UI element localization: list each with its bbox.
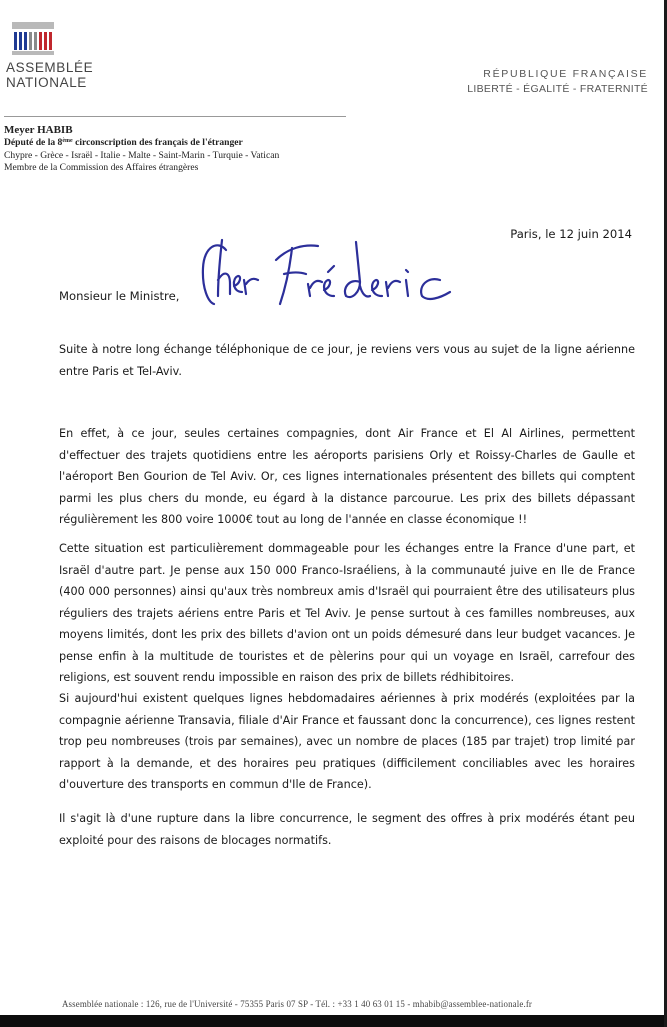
deputy-membership: Membre de la Commission des Affaires étrangères bbox=[4, 162, 199, 173]
paragraph-4: Si aujourd'hui existent quelques lignes hebdomadaires aériennes à prix modérés (exploitées par la compagnie aérienne Transavia, filiale d'Air France et faussant donc la concurrence), ces lignes restent trop peu nombreuses (trois par semaines), avec un nombre de places (185 par trajet) trop limité par rapport à la demande, et des horaires peu pratiques (difficilement conciliables avec les horaires d'ouverture des transports en commun d'Ile de France). bbox=[59, 692, 635, 791]
paragraph-2: En effet, à ce jour, seules certaines compagnies, dont Air France et El Al Airlines, permettent d'effectuer des trajets quotidiens entre les aéroports parisiens Orly et Roissy-Charles de Gaulle et l'aéroport Ben Gourion de Tel Aviv. Or, ces lignes internationales présentent des billets qui comptent parmi les plus chers du monde, eu égard à la distance parcourue. Les prix des billets dépassant régulièrement les 800 voire 1000€ tout au long de l'année en classe économique !! bbox=[59, 427, 635, 526]
salutation: Monsieur le Ministre, bbox=[59, 289, 180, 303]
paragraph-3: Cette situation est particulièrement dommageable pour les échanges entre la France d'une part, et Israël d'autre part. Je pense aux 150 000 Franco-Israéliens, à la communauté juive en Ile de France (400 000 personnes) ainsi qu'aux très nombreux amis d'Israël qui pourraient être des utilisateurs plus réguliers des trajets aériens entre Paris et Tel Aviv. Je pense surtout à ces familles nombreuses, aux moyens limités, dont les prix des billets d'avion ont un poids démesuré dans leur budget vacances. Je pense enfin à la multitude de touristes et de pèlerins pour qui un voyage en Israël, carrefour des religions, est souvent rendu impossible en raison des prix de billets rédhibitoires. bbox=[59, 542, 635, 684]
header-divider bbox=[4, 116, 346, 117]
deputy-countries: Chypre - Grèce - Israël - Italie - Malte - Saint-Marin - Turquie - Vatican bbox=[4, 149, 280, 161]
handwritten-cher-frederic bbox=[196, 236, 458, 312]
paragraph-5: Il s'agit là d'une rupture dans la libre concurrence, le segment des offres à prix modérés étant peu exploité pour des raisons de blocages normatifs. bbox=[59, 812, 635, 847]
paragraph-1: Suite à notre long échange téléphonique de ce jour, je reviens vers vous au sujet de la ligne aérienne entre Paris et Tel-Aviv. bbox=[59, 343, 635, 378]
deputy-title-start: Député de la 8 bbox=[4, 137, 63, 148]
letter-date: Paris, le 12 juin 2014 bbox=[510, 227, 632, 241]
hemicycle-icon bbox=[12, 22, 54, 56]
footer-address: Assemblée nationale : 126, rue de l'Université - 75355 Paris 07 SP - Tél. : +33 1 40 63 01 15 - mhabib@assemblee-nationale.fr bbox=[62, 999, 533, 1009]
scan-bottom-edge bbox=[0, 1015, 667, 1027]
republic-label: RÉPUBLIQUE FRANÇAISE bbox=[483, 68, 648, 80]
assemblee-nationale-logo bbox=[6, 22, 106, 90]
deputy-name: Meyer HABIB bbox=[4, 124, 73, 136]
logo-line-2: NATIONALE bbox=[6, 75, 87, 90]
deputy-title-sup: ème bbox=[62, 138, 73, 144]
motto-label: LIBERTÉ - ÉGALITÉ - FRATERNITÉ bbox=[467, 83, 648, 95]
deputy-title-end: circonscription des français de l'étranger bbox=[72, 137, 243, 148]
handwritten-greeting bbox=[196, 236, 458, 316]
deputy-title bbox=[4, 137, 279, 150]
deputy-block bbox=[4, 123, 279, 175]
republic-header bbox=[467, 67, 648, 97]
logo-line-1: ASSEMBLÉE bbox=[6, 60, 94, 75]
